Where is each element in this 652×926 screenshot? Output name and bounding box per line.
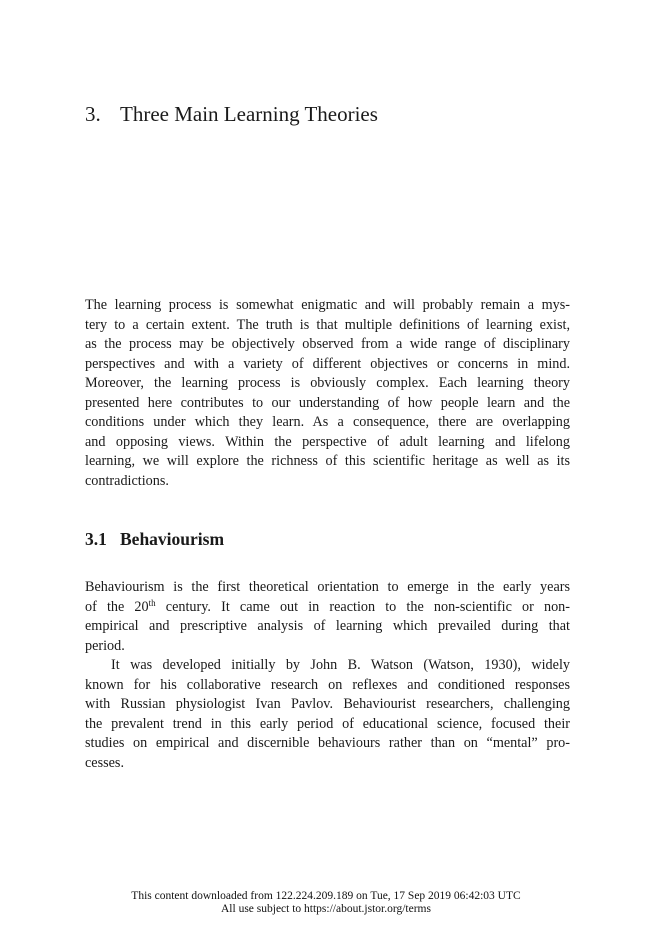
text-line: studies on empirical and discernible behaviours rather than on “mental” pro- xyxy=(85,735,570,751)
text-line: tery to a certain extent. The truth is that multiple definitions of learning exist, xyxy=(85,316,570,333)
text-line: conditions under which they learn. As a consequence, there are overlapping xyxy=(85,414,570,430)
chapter-number: 3. xyxy=(85,102,101,126)
text-line: learning, we will explore the richness of this scientific heritage as well as its xyxy=(85,453,570,469)
text-line: The learning process is somewhat enigmatic and will probably remain a mys- xyxy=(85,297,570,313)
text-line: and opposing views. Within the perspective of adult learning and lifelong xyxy=(85,433,570,450)
text-line: It was developed initially by John B. Watson (Watson, 1930), widely xyxy=(111,657,570,673)
text-line: the prevalent trend in this early period of educational science, focused their xyxy=(85,715,570,732)
text-line: known for his collaborative research on reflexes and conditioned responses xyxy=(85,676,570,693)
text-line: perspectives and with a variety of different objectives or concerns in mind. xyxy=(85,355,570,372)
section-heading xyxy=(85,529,224,550)
text-line xyxy=(85,598,570,618)
text-line: Moreover, the learning process is obviously complex. Each learning theory xyxy=(85,375,570,391)
text-line: contradictions. xyxy=(85,472,169,489)
text-line: empirical and prescriptive analysis of learning which prevailed during that xyxy=(85,618,570,634)
behaviourism-body xyxy=(85,578,570,773)
jstor-footer xyxy=(0,890,652,916)
text-fragment: of the 20 xyxy=(85,598,149,615)
text-line: presented here contributes to our understanding of how people learn and the xyxy=(85,394,570,411)
chapter-title: Three Main Learning Theories xyxy=(120,102,378,126)
intro-paragraph xyxy=(85,296,570,491)
chapter-heading xyxy=(85,101,378,127)
ordinal-superscript: th xyxy=(148,597,156,608)
download-notice: This content downloaded from 122.224.209.189 on Tue, 17 Sep 2019 06:42:03 UTC xyxy=(131,890,521,902)
text-line: Behaviourism is the first theoretical orientation to emerge in the early years xyxy=(85,579,570,595)
text-line: as the process may be objectively observed from a wide range of disciplinary xyxy=(85,336,570,352)
section-title: Behaviourism xyxy=(120,529,225,549)
text-line: with Russian physiologist Ivan Pavlov. Behaviourist researchers, challenging xyxy=(85,696,570,712)
text-fragment: century. It came out in reaction to the non-scientific or non- xyxy=(155,598,570,615)
text-line: cesses. xyxy=(85,754,125,771)
terms-notice: All use subject to https://about.jstor.org/terms xyxy=(221,903,431,915)
section-number: 3.1 xyxy=(85,529,107,549)
text-line: period. xyxy=(85,637,125,654)
